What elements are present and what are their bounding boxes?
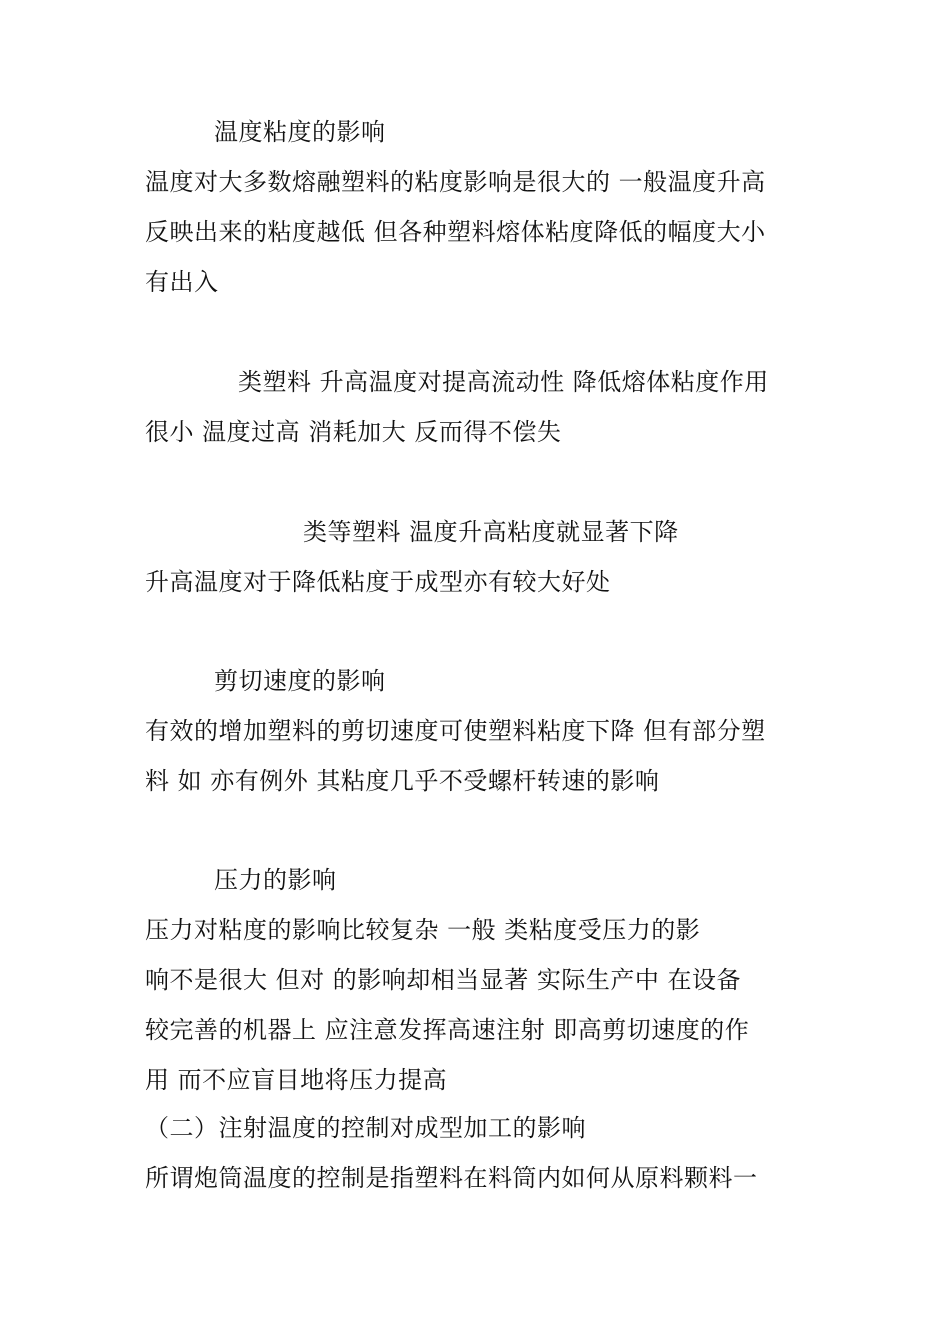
paragraph-line: 类等塑料 温度升高粘度就显著下降 xyxy=(303,518,679,546)
paragraph-line: 有出入 xyxy=(145,268,219,296)
paragraph-line: 较完善的机器上 应注意发挥高速注射 即高剪切速度的作 xyxy=(145,1016,750,1044)
paragraph-line: 温度对大多数熔融塑料的粘度影响是很大的 一般温度升高 xyxy=(145,168,766,196)
heading-pressure: 压力的影响 xyxy=(214,866,337,894)
paragraph-line: 压力对粘度的影响比较复杂 一般 类粘度受压力的影 xyxy=(145,916,701,944)
paragraph-line: 料 如 亦有例外 其粘度几乎不受螺杆转速的影响 xyxy=(145,767,660,795)
paragraph-line: 所谓炮筒温度的控制是指塑料在料筒内如何从原料颗料一 xyxy=(145,1164,758,1192)
paragraph-line: 响不是很大 但对 的影响却相当显著 实际生产中 在设备 xyxy=(145,966,742,994)
heading-temperature-viscosity: 温度粘度的影响 xyxy=(214,118,386,146)
paragraph-line: 升高温度对于降低粘度于成型亦有较大好处 xyxy=(145,568,611,596)
paragraph-line: 很小 温度过高 消耗加大 反而得不偿失 xyxy=(145,418,562,446)
paragraph-line: 类塑料 升高温度对提高流动性 降低熔体粘度作用 xyxy=(238,368,769,396)
paragraph-line: 反映出来的粘度越低 但各种塑料熔体粘度降低的幅度大小 xyxy=(145,218,766,246)
paragraph-line: 有效的增加塑料的剪切速度可使塑料粘度下降 但有部分塑 xyxy=(145,717,766,745)
heading-shear-rate: 剪切速度的影响 xyxy=(214,667,386,695)
paragraph-line: 用 而不应盲目地将压力提高 xyxy=(145,1066,448,1094)
section-heading-injection-temperature: （二）注射温度的控制对成型加工的影响 xyxy=(145,1114,586,1142)
